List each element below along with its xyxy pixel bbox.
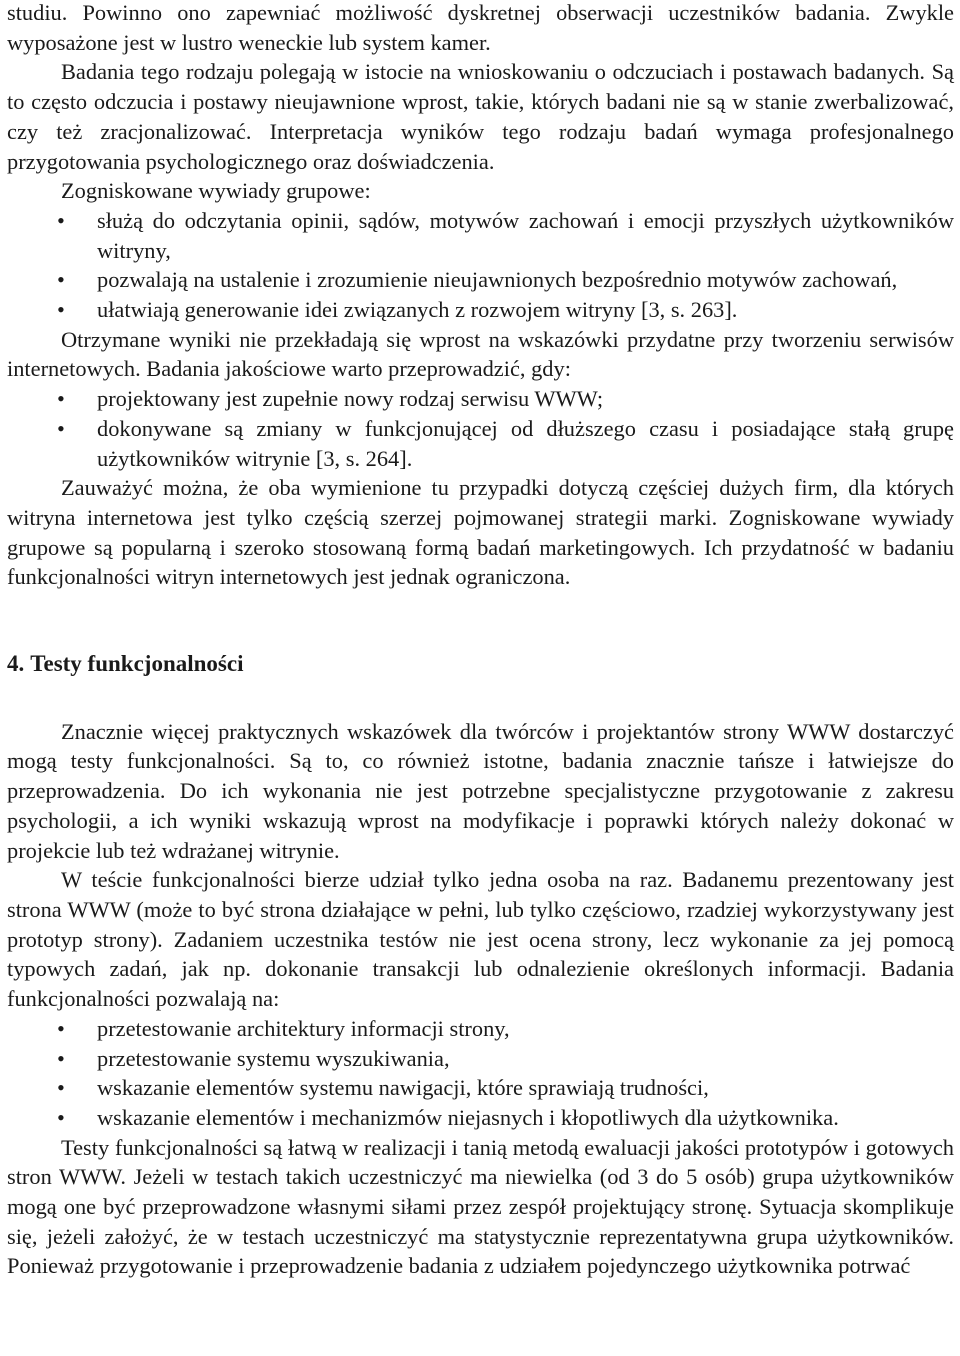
list-item bbox=[7, 265, 954, 295]
paragraph-usability-cost: Testy funkcjonalności są łatwą w realizacji i tanią metodą ewaluacji jakości prototypów i gotowych stron WWW. Jeżeli w testach takich uczestniczyć ma niewielka (od 3 do 5 osób) grupa użytkowników mogą one być przeprowadzone własnymi siłami przez zespół projektujący stronę. Sytuacja skomplikuje się, jeżeli założyć, że w testach uczestniczyć ma statystycznie reprezentatywna grupa użytkowników. Ponieważ przygotowanie i przeprowadzenie badania z udziałem pojedynczego użytkownika potrwać bbox=[7, 1134, 954, 1279]
paragraph-usability-tests-intro: Znacznie więcej praktycznych wskazówek dla twórców i projektantów strony WWW dostarczyć mogą testy funkcjonalności. Są to, co również istotne, badania znacznie tańsze i łatwiejsze do przeprowadzenia. Do ich wykonania nie jest potrzebne specjalistyczne przygotowanie z zakresu psychologii, a ich wyniki wskazują wprost na modyfikacje i poprawki których należy dokonać w projekcie lub też wdrażanej witrynie. bbox=[7, 718, 954, 863]
list-item bbox=[7, 1014, 954, 1044]
paragraph-intro-continuation: studiu. Powinno ono zapewniać możliwość dyskretnej obserwacji uczestników badania. Zwykle wyposażone jest w lustro weneckie lub system kamer. bbox=[7, 0, 954, 55]
list-item bbox=[7, 295, 954, 325]
list-item-text: projektowany jest zupełnie nowy rodzaj serwisu WWW; bbox=[97, 386, 604, 412]
list-item-text: wskazanie elementów i mechanizmów niejasnych i kłopotliwych dla użytkownika. bbox=[97, 1104, 839, 1130]
list-item bbox=[7, 1103, 954, 1133]
bullet-icon: • bbox=[57, 386, 65, 412]
list-item-text: przetestowanie architektury informacji strony, bbox=[97, 1015, 510, 1041]
list-item bbox=[7, 206, 954, 265]
list-item-text: wskazanie elementów systemu nawigacji, które sprawiają trudności, bbox=[97, 1075, 709, 1101]
list-item-text: przetestowanie systemu wyszukiwania, bbox=[97, 1045, 450, 1071]
bullet-icon: • bbox=[57, 415, 65, 441]
paragraph-results-usage: Otrzymane wyniki nie przekładają się wprost na wskazówki przydatne przy tworzeniu serwisów internetowych. Badania jakościowe warto przeprowadzić, gdy: bbox=[7, 326, 954, 382]
paragraph-focus-groups-lead: Zogniskowane wywiady grupowe: bbox=[61, 178, 371, 204]
list-item-text: ułatwiają generowanie idei związanych z rozwojem witryny [3, s. 263]. bbox=[97, 297, 738, 323]
list-item-text: pozwalają na ustalenie i zrozumienie nieujawnionych bezpośrednio motywów zachowań, bbox=[97, 267, 898, 293]
list-item bbox=[7, 1073, 954, 1103]
section-number: 4. bbox=[7, 651, 25, 677]
list-item bbox=[7, 1044, 954, 1074]
section-title: Testy funkcjonalności bbox=[30, 651, 244, 677]
bullet-icon: • bbox=[57, 297, 65, 323]
list-item bbox=[7, 414, 954, 473]
focus-groups-list bbox=[7, 206, 954, 325]
list-item bbox=[7, 384, 954, 414]
bullet-icon: • bbox=[57, 1015, 65, 1041]
bullet-icon: • bbox=[57, 1045, 65, 1071]
list-item-text: służą do odczytania opinii, sądów, motywów zachowań i emocji przyszłych użytkowników witryny, bbox=[97, 207, 954, 263]
qualitative-conditions-list bbox=[7, 384, 954, 473]
bullet-icon: • bbox=[57, 1075, 65, 1101]
list-item-text: dokonywane są zmiany w funkcjonującej od dłuższego czasu i posiadające stałą grupę użytkowników witrynie [3, s. 264]. bbox=[97, 415, 954, 471]
paragraph-large-companies: Zauważyć można, że oba wymienione tu przypadki dotyczą częściej dużych firm, dla których witryna internetowa jest tylko częścią szerzej pojmowanej strategii marki. Zogniskowane wywiady grupowe są popularną i szeroko stosowaną formą badań marketingowych. Ich przydatność w badaniu funkcjonalności witryn internetowych jest jednak ograniczona. bbox=[7, 475, 954, 590]
bullet-icon: • bbox=[57, 207, 65, 233]
usability-benefits-list bbox=[7, 1014, 954, 1133]
bullet-icon: • bbox=[57, 1104, 65, 1130]
section-heading bbox=[7, 649, 954, 679]
paragraph-qualitative-inference: Badania tego rodzaju polegają w istocie na wnioskowaniu o odczuciach i postawach badanych. Są to często odczucia i postawy nieujawnione wprost, takie, których badani nie są w stanie zwerbalizować, czy też zracjonalizować. Interpretacja wyników tego rodzaju badań wymaga profesjonalnego przygotowania psychologicznego oraz doświadczenia. bbox=[7, 59, 954, 174]
document-page bbox=[7, 0, 954, 1281]
paragraph-usability-test-procedure: W teście funkcjonalności bierze udział tylko jedna osoba na raz. Badanemu prezentowany jest strona WWW (może to być strona działające w pełni, lub tylko częściowo, rzadziej wykorzystywany jest prototyp strony). Zadaniem uczestnika testów nie jest ocena strony, lecz wykonanie za jej pomocą typowych zadań, jak np. dokonanie transakcji lub odnalezienie określonych informacji. Badania funkcjonalności pozwalają na: bbox=[7, 867, 954, 1012]
bullet-icon: • bbox=[57, 267, 65, 293]
